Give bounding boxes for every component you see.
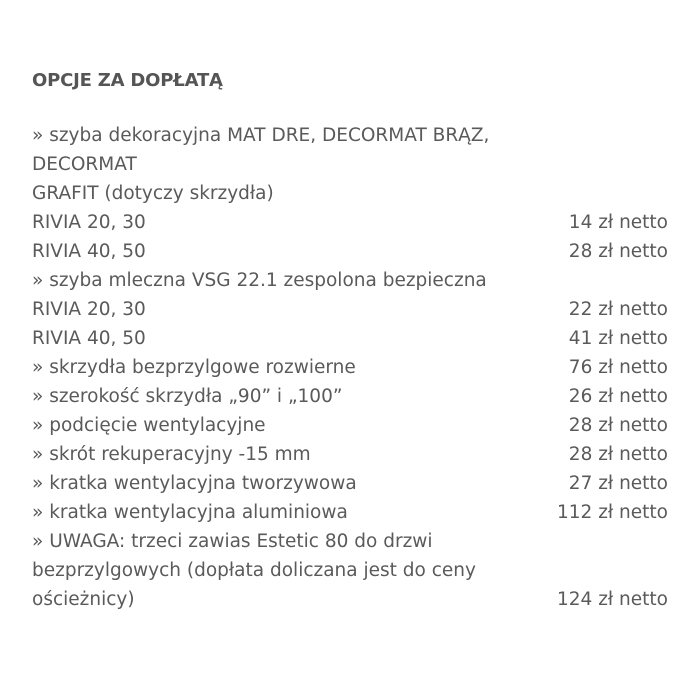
option-row	[32, 411, 668, 440]
option-price: 112 zł netto	[557, 502, 668, 523]
option-row	[32, 266, 668, 295]
option-label: GRAFIT (dotyczy skrzydła)	[32, 183, 274, 204]
option-price: 76 zł netto	[568, 357, 668, 378]
option-row	[32, 208, 668, 237]
option-label: RIVIA 20, 30	[32, 212, 146, 233]
option-row	[32, 527, 668, 614]
option-row	[32, 353, 668, 382]
option-row	[32, 498, 668, 527]
option-row	[32, 324, 668, 353]
option-price: 26 zł netto	[568, 386, 668, 407]
option-label: » szyba mleczna VSG 22.1 zespolona bezpieczna	[32, 270, 487, 291]
option-price: 124 zł netto	[557, 589, 668, 610]
option-price: 28 zł netto	[568, 241, 668, 262]
option-label: » UWAGA: trzeci zawias Estetic 80 do drzwi bezprzylgowych (dopłata doliczana jest do ceny ościeżnicy)	[32, 531, 476, 610]
option-label: » szyba dekoracyjna MAT DRE, DECORMAT BRĄZ, DECORMAT	[32, 125, 490, 175]
option-row	[32, 179, 668, 208]
option-label: » skrzydła bezprzylgowe rozwierne	[32, 357, 356, 378]
option-label: » kratka wentylacyjna aluminiowa	[32, 502, 348, 523]
option-price: 41 zł netto	[568, 328, 668, 349]
option-row	[32, 469, 668, 498]
option-row	[32, 237, 668, 266]
option-row	[32, 295, 668, 324]
option-price: 28 zł netto	[568, 444, 668, 465]
option-price: 14 zł netto	[568, 212, 668, 233]
option-price: 28 zł netto	[568, 415, 668, 436]
option-label: RIVIA 20, 30	[32, 299, 146, 320]
option-label: » skrót rekuperacyjny -15 mm	[32, 444, 311, 465]
option-row	[32, 121, 522, 179]
option-label: » podcięcie wentylacyjne	[32, 415, 266, 436]
section-heading: OPCJE ZA DOPŁATĄ	[32, 70, 223, 91]
option-row	[32, 440, 668, 469]
option-label: RIVIA 40, 50	[32, 328, 146, 349]
option-label: » kratka wentylacyjna tworzywowa	[32, 473, 357, 494]
option-row	[32, 382, 668, 411]
option-price: 22 zł netto	[568, 299, 668, 320]
option-label: » szerokość skrzydła „90” i „100”	[32, 386, 343, 407]
option-price: 27 zł netto	[568, 473, 668, 494]
option-label: RIVIA 40, 50	[32, 241, 146, 262]
options-list	[32, 121, 668, 614]
